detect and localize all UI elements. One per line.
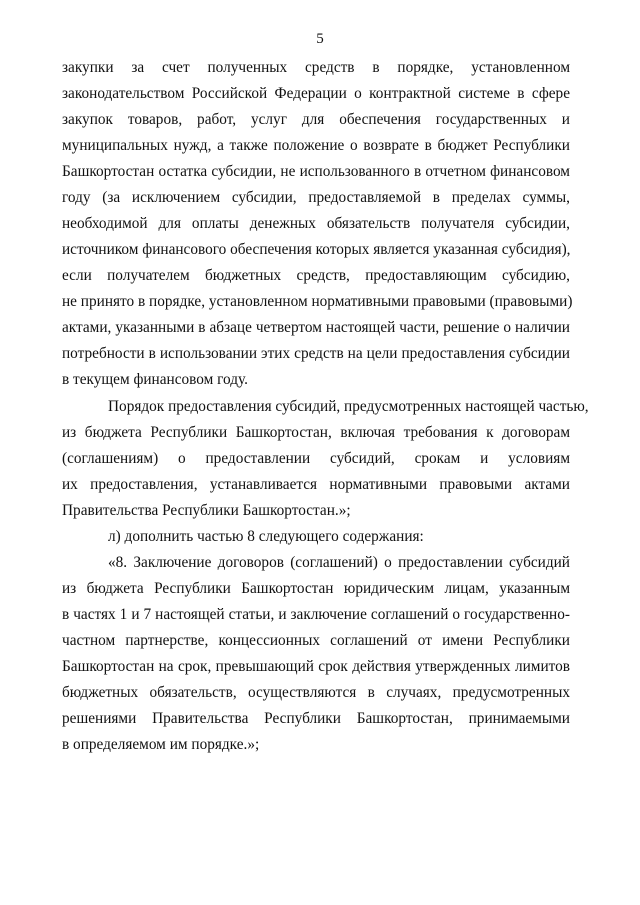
text-line: в текущем финансовом году. — [62, 371, 248, 388]
text-line: актами, указанными в абзаце четвертом настоящей части, решение о наличии — [62, 319, 570, 336]
text-line: году (за исключением субсидии, предоставляемой в пределах суммы, — [62, 189, 570, 206]
text-line: закупок товаров, работ, услуг для обеспечения государственных и — [62, 111, 570, 128]
text-line: Порядок предоставления субсидий, предусмотренных настоящей частью, — [108, 398, 589, 415]
text-line: Башкортостан остатка субсидии, не использованного в отчетном финансовом — [62, 163, 570, 180]
text-line: в частях 1 и 7 настоящей статьи, и заключение соглашений о государственно- — [62, 606, 570, 623]
text-line: потребности в использовании этих средств на цели предоставления субсидии — [62, 345, 570, 362]
text-line: л) дополнить частью 8 следующего содержания: — [108, 528, 424, 545]
text-line: источником финансового обеспечения которых является указанная субсидия), — [62, 241, 571, 258]
text-line: из бюджета Республики Башкортостан юридическим лицам, указанным — [62, 580, 570, 597]
text-line: Правительства Республики Башкортостан.»; — [62, 502, 351, 519]
text-line: законодательством Российской Федерации о контрактной системе в сфере — [62, 85, 570, 102]
text-line: Башкортостан на срок, превышающий срок действия утвержденных лимитов — [62, 658, 570, 675]
text-line: муниципальных нужд, а также положение о возврате в бюджет Республики — [62, 137, 570, 154]
text-line: «8. Заключение договоров (соглашений) о предоставлении субсидий — [108, 554, 570, 571]
text-line: не принято в порядке, установленном нормативными правовыми (правовыми) — [62, 293, 573, 310]
text-line: в определяемом им порядке.»; — [62, 736, 260, 753]
text-line: (соглашениям) о предоставлении субсидий, срокам и условиям — [62, 450, 570, 467]
text-line: из бюджета Республики Башкортостан, включая требования к договорам — [62, 424, 570, 441]
text-line: частном партнерстве, концессионных соглашений от имени Республики — [62, 632, 570, 649]
text-line: закупки за счет полученных средств в порядке, установленном — [62, 59, 570, 76]
page-number: 5 — [316, 31, 324, 47]
text-line: если получателем бюджетных средств, предоставляющим субсидию, — [62, 267, 570, 284]
text-line: необходимой для оплаты денежных обязательств получателя субсидии, — [62, 215, 570, 232]
text-line: бюджетных обязательств, осуществляются в случаях, предусмотренных — [62, 684, 570, 701]
text-line: их предоставления, устанавливается нормативными правовыми актами — [62, 476, 570, 493]
text-line: решениями Правительства Республики Башкортостан, принимаемыми — [62, 710, 570, 727]
